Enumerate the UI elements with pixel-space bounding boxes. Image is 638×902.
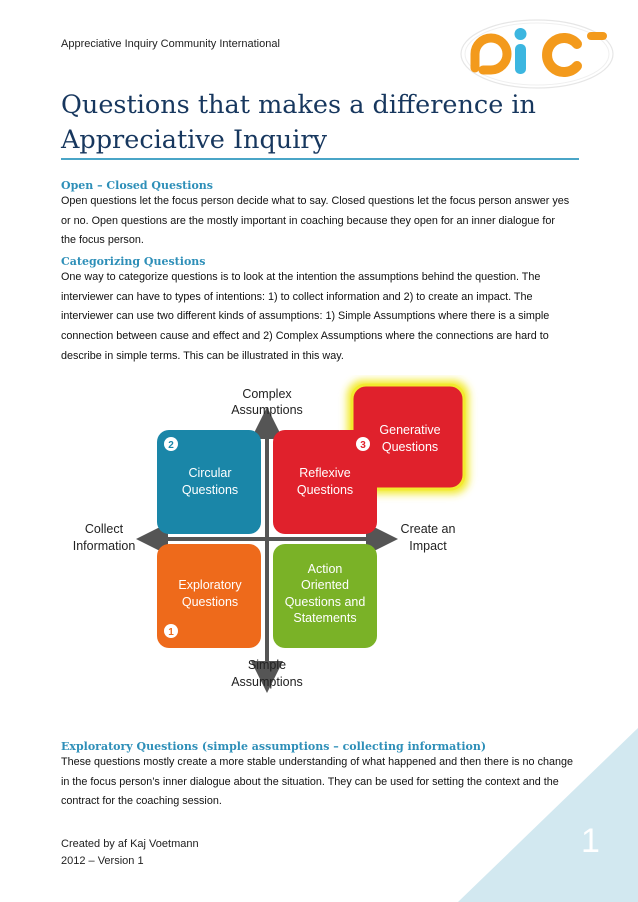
action-label-1: Action xyxy=(307,562,343,576)
generative-label-1: Generative xyxy=(379,423,441,437)
page-title xyxy=(61,88,581,158)
text-line: the focus person. xyxy=(61,234,144,247)
questions-quadrant-diagram xyxy=(60,375,520,695)
text-line: or no. Open questions are the mostly important in coaching because they open for an inner dialogue for xyxy=(61,214,555,227)
footer-author: Created by af Kaj Voetmann xyxy=(61,838,199,850)
axis-right-label-1: Create an xyxy=(400,522,456,536)
text-line: interviewer can have to types of intentions: 1) to collect information and 2) to create an impact. The xyxy=(61,290,533,303)
text-line: connection between cause and effect and 2) Complex Assumptions where the connections are hard to xyxy=(61,330,549,343)
section-heading-open-closed: Open – Closed Questions xyxy=(61,179,213,192)
text-line: in the focus person’s inner dialogue about the situation. They can be used for setting the context and the xyxy=(61,775,559,788)
text-line: interviewer can use two different kinds of assumptions: 1) Simple Assumptions where there is a simple xyxy=(61,310,550,323)
footer-version: 2012 – Version 1 xyxy=(61,855,144,867)
header-org-name: Appreciative Inquiry Community International xyxy=(61,38,280,50)
section-body-exploratory xyxy=(61,753,576,812)
axis-right-label-2: Impact xyxy=(409,539,447,553)
action-label-4: Statements xyxy=(293,611,357,625)
axis-left-label-1: Collect xyxy=(84,522,124,536)
number-3: 3 xyxy=(360,440,366,451)
number-1: 1 xyxy=(168,627,174,638)
action-label-3: Questions and xyxy=(284,595,366,609)
axis-top-label-1: Complex xyxy=(242,387,292,401)
section-heading-exploratory: Exploratory Questions (simple assumptions – collecting information) xyxy=(61,740,487,753)
text-line: One way to categorize questions is to look at the intention the assumptions behind the question. The xyxy=(61,271,541,283)
section-body-open-closed xyxy=(61,192,576,251)
circular-label-2: Questions xyxy=(181,483,239,497)
title-line-2: Appreciative Inquiry xyxy=(61,125,327,155)
axis-bottom-label-1: Simple xyxy=(247,658,287,672)
generative-label-2: Questions xyxy=(381,440,439,454)
text-line: These questions mostly create a more stable understanding of what happened and then there is no change xyxy=(61,756,573,768)
section-heading-categorizing: Categorizing Questions xyxy=(61,255,206,268)
reflexive-label-2: Questions xyxy=(296,483,354,497)
text-line: contract for the coaching session. xyxy=(61,795,222,808)
text-line: Open questions let the focus person decide what to say. Closed questions let the focus person answer yes xyxy=(61,195,570,207)
axis-left-label-2: Information xyxy=(72,539,136,553)
text-line: describe in simple terms. This can be illustrated in this way. xyxy=(61,349,344,362)
title-rule xyxy=(61,158,579,160)
aic-logo xyxy=(455,14,615,94)
axis-top-label-2: Assumptions xyxy=(231,403,303,417)
circular-label-1: Circular xyxy=(188,466,232,480)
reflexive-label-1: Reflexive xyxy=(299,466,351,480)
section-body-categorizing xyxy=(61,268,576,367)
exploratory-label-1: Exploratory xyxy=(178,578,242,592)
footer xyxy=(61,836,199,870)
exploratory-label-2: Questions xyxy=(181,595,239,609)
action-label-2: Oriented xyxy=(301,578,349,592)
number-2: 2 xyxy=(168,440,174,451)
axis-bottom-label-2: Assumptions xyxy=(231,675,303,689)
page-number: 1 xyxy=(581,822,600,860)
title-line-1: Questions that makes a difference in xyxy=(61,90,536,120)
